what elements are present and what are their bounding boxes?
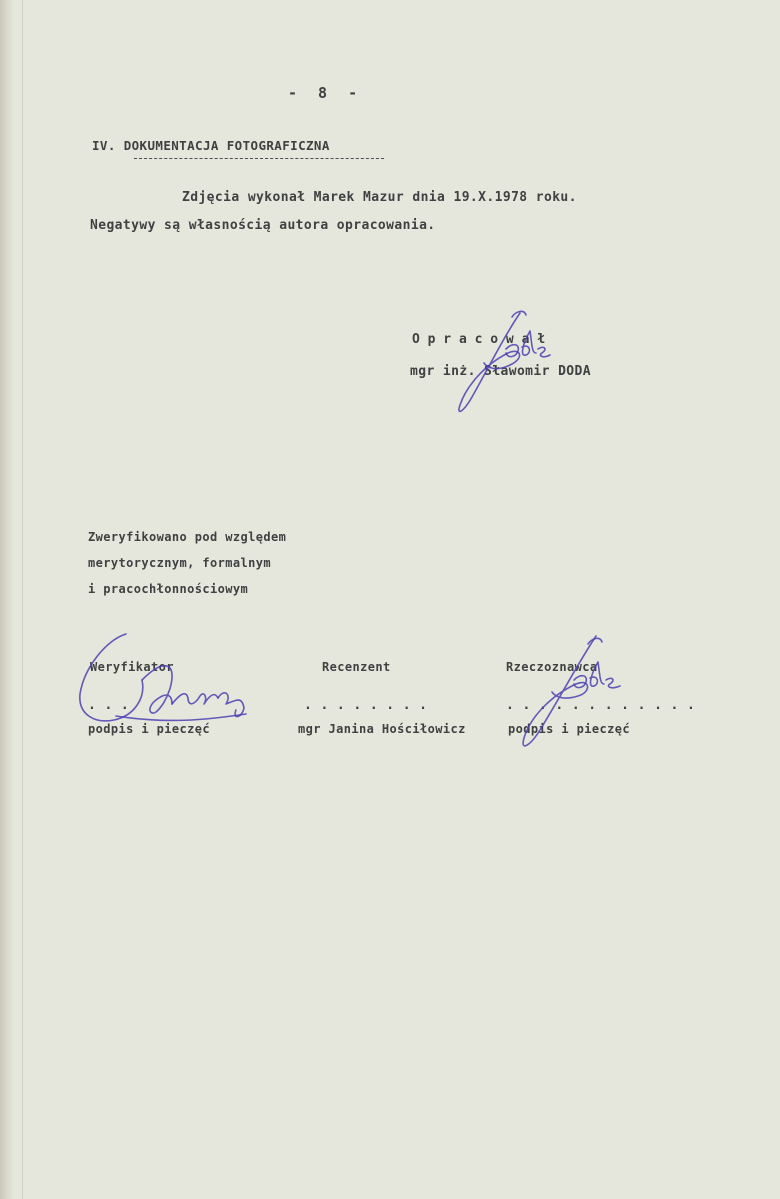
verification-line-1: Zweryfikowano pod względem (88, 530, 287, 544)
recenzent-role: Recenzent (322, 660, 391, 674)
rzeczoznawca-role: Rzeczoznawca (506, 660, 598, 674)
paper-fold-line (22, 0, 23, 1199)
rzeczoznawca-signature (510, 630, 630, 755)
author-signature (450, 305, 560, 420)
section-heading: IV. DOKUMENTACJA FOTOGRAFICZNA (92, 138, 330, 153)
recenzent-caption: mgr Janina Hościłowicz (298, 722, 466, 736)
verification-line-3: i pracochłonnościowym (88, 582, 249, 596)
author-label: O p r a c o w a ł (412, 332, 546, 347)
weryfikator-dots: . . . (88, 698, 130, 713)
weryfikator-caption: podpis i pieczęć (88, 722, 210, 736)
body-line-1: Zdjęcia wykonał Marek Mazur dnia 19.X.1978 roku. (182, 190, 577, 205)
verification-line-2: merytorycznym, formalnym (88, 556, 271, 570)
recenzent-dots: . . . . . . . . (304, 698, 428, 713)
weryfikator-role: Weryfikator (90, 660, 174, 674)
author-name: mgr inż. Sławomir DODA (410, 364, 591, 379)
page-number: - 8 - (288, 84, 364, 102)
rzeczoznawca-dots: . . . . . . . . . . . . (506, 698, 696, 713)
weryfikator-signature (76, 628, 251, 738)
rzeczoznawca-caption: podpis i pieczęć (508, 722, 630, 736)
body-line-2: Negatywy są własnością autora opracowania. (90, 218, 436, 233)
paper-edge (0, 0, 14, 1199)
heading-underline (134, 158, 384, 159)
